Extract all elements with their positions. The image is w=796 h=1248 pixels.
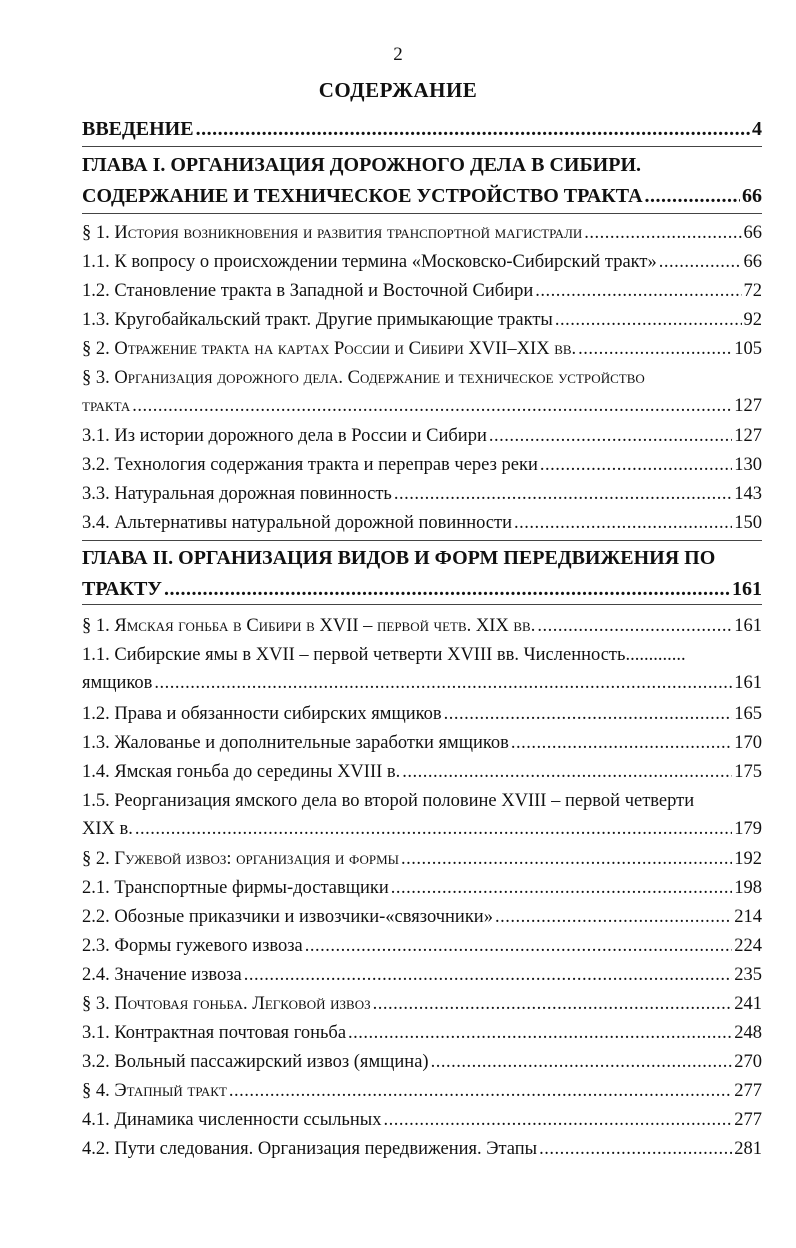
entry-page: 224 [734, 936, 762, 956]
entry-text: 2.4. Значение извоза [82, 965, 242, 985]
entry-page: 127 [734, 426, 762, 446]
toc-entry-subsection[interactable] [82, 758, 762, 786]
entry-text: 1.1. К вопросу о происхождении термина «Московско-Сибирский тракт» [82, 252, 657, 272]
toc-entry-section[interactable] [82, 219, 762, 247]
leader-dots [511, 729, 732, 757]
entry-page: 161 [734, 616, 762, 636]
entry-text: 3.2. Технология содержания тракта и переправ через реки [82, 455, 538, 475]
toc-entry-subsection[interactable] [82, 700, 762, 728]
leader-dots [431, 1048, 733, 1076]
entry-page: 150 [734, 513, 762, 533]
entry-page: 198 [734, 878, 762, 898]
entry-page: 170 [734, 733, 762, 753]
entry-text: 2.1. Транспортные фирмы-доставщики [82, 878, 389, 898]
leader-dots [164, 574, 730, 605]
toc-entry-subsection[interactable] [82, 903, 762, 931]
entry-page: 127 [734, 396, 762, 416]
entry-text-line1: ГЛАВА I. ОРГАНИЗАЦИЯ ДОРОЖНОГО ДЕЛА В СИБИРИ. [82, 154, 642, 176]
entry-text: § 1. Ямская гоньба в Сибири в XVII – первой четв. XIX вв. [82, 616, 536, 636]
toc-entry-section[interactable] [82, 335, 762, 363]
toc-entry-subsection[interactable] [82, 787, 762, 843]
toc-entry-section[interactable] [82, 612, 762, 640]
entry-text-line1: ГЛАВА II. ОРГАНИЗАЦИЯ ВИДОВ И ФОРМ ПЕРЕДВИЖЕНИЯ ПО [82, 547, 716, 569]
leader-dots [659, 248, 742, 276]
toc-entry-subsection[interactable] [82, 1019, 762, 1047]
divider [82, 146, 762, 147]
toc-entry-subsection[interactable] [82, 277, 762, 305]
entry-text: 3.4. Альтернативы натуральной дорожной повинности [82, 513, 512, 533]
entry-text: ВВЕДЕНИЕ [82, 118, 194, 140]
entry-page: 66 [743, 252, 762, 272]
page-number: 2 [393, 44, 403, 65]
entry-page: 241 [734, 994, 762, 1014]
entry-text: § 3. Почтовая гоньба. Легковой извоз [82, 994, 371, 1014]
entry-text: 1.4. Ямская гоньба до середины XVIII в. [82, 762, 401, 782]
entry-text: 1.2. Права и обязанности сибирских ямщиков [82, 704, 442, 724]
entry-text: 1.3. Кругобайкальский тракт. Другие примыкающие тракты [82, 310, 553, 330]
entry-text: XIX в. [82, 819, 133, 839]
entry-text: СОДЕРЖАНИЕ И ТЕХНИЧЕСКОЕ УСТРОЙСТВО ТРАКТА [82, 185, 643, 207]
toc-entry-subsection[interactable] [82, 451, 762, 479]
leader-dots [540, 451, 732, 479]
toc-entry-introduction[interactable] [82, 114, 762, 145]
toc-entry-subsection[interactable] [82, 932, 762, 960]
entry-text: 1.3. Жалованье и дополнительные заработки ямщиков [82, 733, 509, 753]
leader-dots [578, 335, 732, 363]
leader-dots [514, 509, 732, 537]
divider [82, 604, 762, 605]
leader-dots [229, 1077, 732, 1105]
leader-dots [645, 181, 740, 212]
entry-text: тракта [82, 396, 131, 416]
entry-text: 4.1. Динамика численности ссыльных [82, 1110, 382, 1130]
entry-text: § 2. Гужевой извоз: организация и формы [82, 849, 399, 869]
entry-page: 161 [734, 673, 762, 693]
leader-dots [154, 669, 732, 697]
leader-dots [539, 1135, 732, 1163]
leader-dots [196, 114, 750, 145]
toc-entry-chapter-2[interactable] [82, 543, 762, 605]
toc-title: СОДЕРЖАНИЕ [318, 78, 478, 102]
toc-entry-subsection[interactable] [82, 1048, 762, 1076]
entry-text: 4.2. Пути следования. Организация передвижения. Этапы [82, 1139, 538, 1159]
toc-entry-subsection[interactable] [82, 874, 762, 902]
entry-page: 277 [734, 1081, 762, 1101]
entry-text: § 4. Этапный тракт [82, 1081, 227, 1101]
toc-entry-subsection[interactable] [82, 729, 762, 757]
entry-page: 130 [734, 455, 762, 475]
leader-dots [489, 422, 732, 450]
entry-page: 192 [734, 849, 762, 869]
toc-entry-subsection[interactable] [82, 480, 762, 508]
entry-page: 281 [734, 1139, 762, 1159]
entry-page: 4 [752, 118, 762, 140]
entry-text-line1: § 3. Организация дорожного дела. Содержание и техническое устройство [82, 368, 645, 388]
leader-dots [394, 480, 732, 508]
leader-dots [535, 277, 741, 305]
toc-entry-subsection[interactable] [82, 248, 762, 276]
toc-entry-section[interactable] [82, 364, 762, 420]
leader-dots [305, 932, 732, 960]
entry-text: 2.3. Формы гужевого извоза [82, 936, 303, 956]
toc-entry-chapter-1[interactable] [82, 150, 762, 212]
entry-page: 277 [734, 1110, 762, 1130]
leader-dots [401, 845, 732, 873]
entry-page: 66 [742, 185, 762, 207]
entry-text: § 2. Отражение тракта на картах России и Сибири XVII–XIX вв. [82, 339, 577, 359]
entry-page: 248 [734, 1023, 762, 1043]
entry-page: 92 [743, 310, 762, 330]
entry-text: ТРАКТУ [82, 578, 162, 600]
entry-text: 2.2. Обозные приказчики и извозчики-«связочники» [82, 907, 493, 927]
entry-text-line1: 1.1. Сибирские ямы в XVII – первой четверти XVIII вв. Численность............. [82, 645, 686, 665]
entry-page: 143 [734, 484, 762, 504]
toc-entry-section[interactable] [82, 1077, 762, 1105]
leader-dots [444, 700, 733, 728]
entry-text-line1: 1.5. Реорганизация ямского дела во второй половине XVIII – первой четверти [82, 791, 695, 811]
entry-page: 72 [743, 281, 762, 301]
leader-dots [555, 306, 742, 334]
entry-page: 179 [734, 819, 762, 839]
leader-dots [584, 219, 741, 247]
leader-dots [244, 961, 732, 989]
leader-dots [348, 1019, 732, 1047]
divider [82, 213, 762, 214]
entry-text: 3.2. Вольный пассажирский извоз (ямщина) [82, 1052, 429, 1072]
entry-text: 3.3. Натуральная дорожная повинность [82, 484, 392, 504]
toc-entry-subsection[interactable] [82, 1135, 762, 1163]
leader-dots [135, 815, 732, 843]
entry-page: 105 [734, 339, 762, 359]
toc-entry-subsection[interactable] [82, 641, 762, 697]
toc-entry-subsection[interactable] [82, 306, 762, 334]
toc-entry-subsection[interactable] [82, 422, 762, 450]
entry-text: 3.1. Контрактная почтовая гоньба [82, 1023, 347, 1043]
toc-entry-subsection[interactable] [82, 1106, 762, 1134]
leader-dots [383, 1106, 732, 1134]
entry-text: 1.2. Становление тракта в Западной и Восточной Сибири [82, 281, 534, 301]
toc-entry-subsection[interactable] [82, 961, 762, 989]
toc-entry-section[interactable] [82, 845, 762, 873]
entry-page: 214 [734, 907, 762, 927]
entry-page: 66 [743, 223, 762, 243]
entry-page: 270 [734, 1052, 762, 1072]
entry-text: ямщиков [82, 673, 153, 693]
entry-text: 3.1. Из истории дорожного дела в России и Сибири [82, 426, 487, 446]
entry-text: § 1. История возникновения и развития транспортной магистрали [82, 223, 583, 243]
divider [82, 540, 762, 541]
entry-page: 235 [734, 965, 762, 985]
leader-dots [373, 990, 733, 1018]
entry-page: 161 [732, 578, 762, 600]
toc-entry-subsection[interactable] [82, 509, 762, 537]
entry-page: 165 [734, 704, 762, 724]
leader-dots [402, 758, 732, 786]
leader-dots [391, 874, 733, 902]
leader-dots [495, 903, 732, 931]
leader-dots [132, 392, 732, 420]
entry-page: 175 [734, 762, 762, 782]
toc-entry-section[interactable] [82, 990, 762, 1018]
leader-dots [537, 612, 732, 640]
